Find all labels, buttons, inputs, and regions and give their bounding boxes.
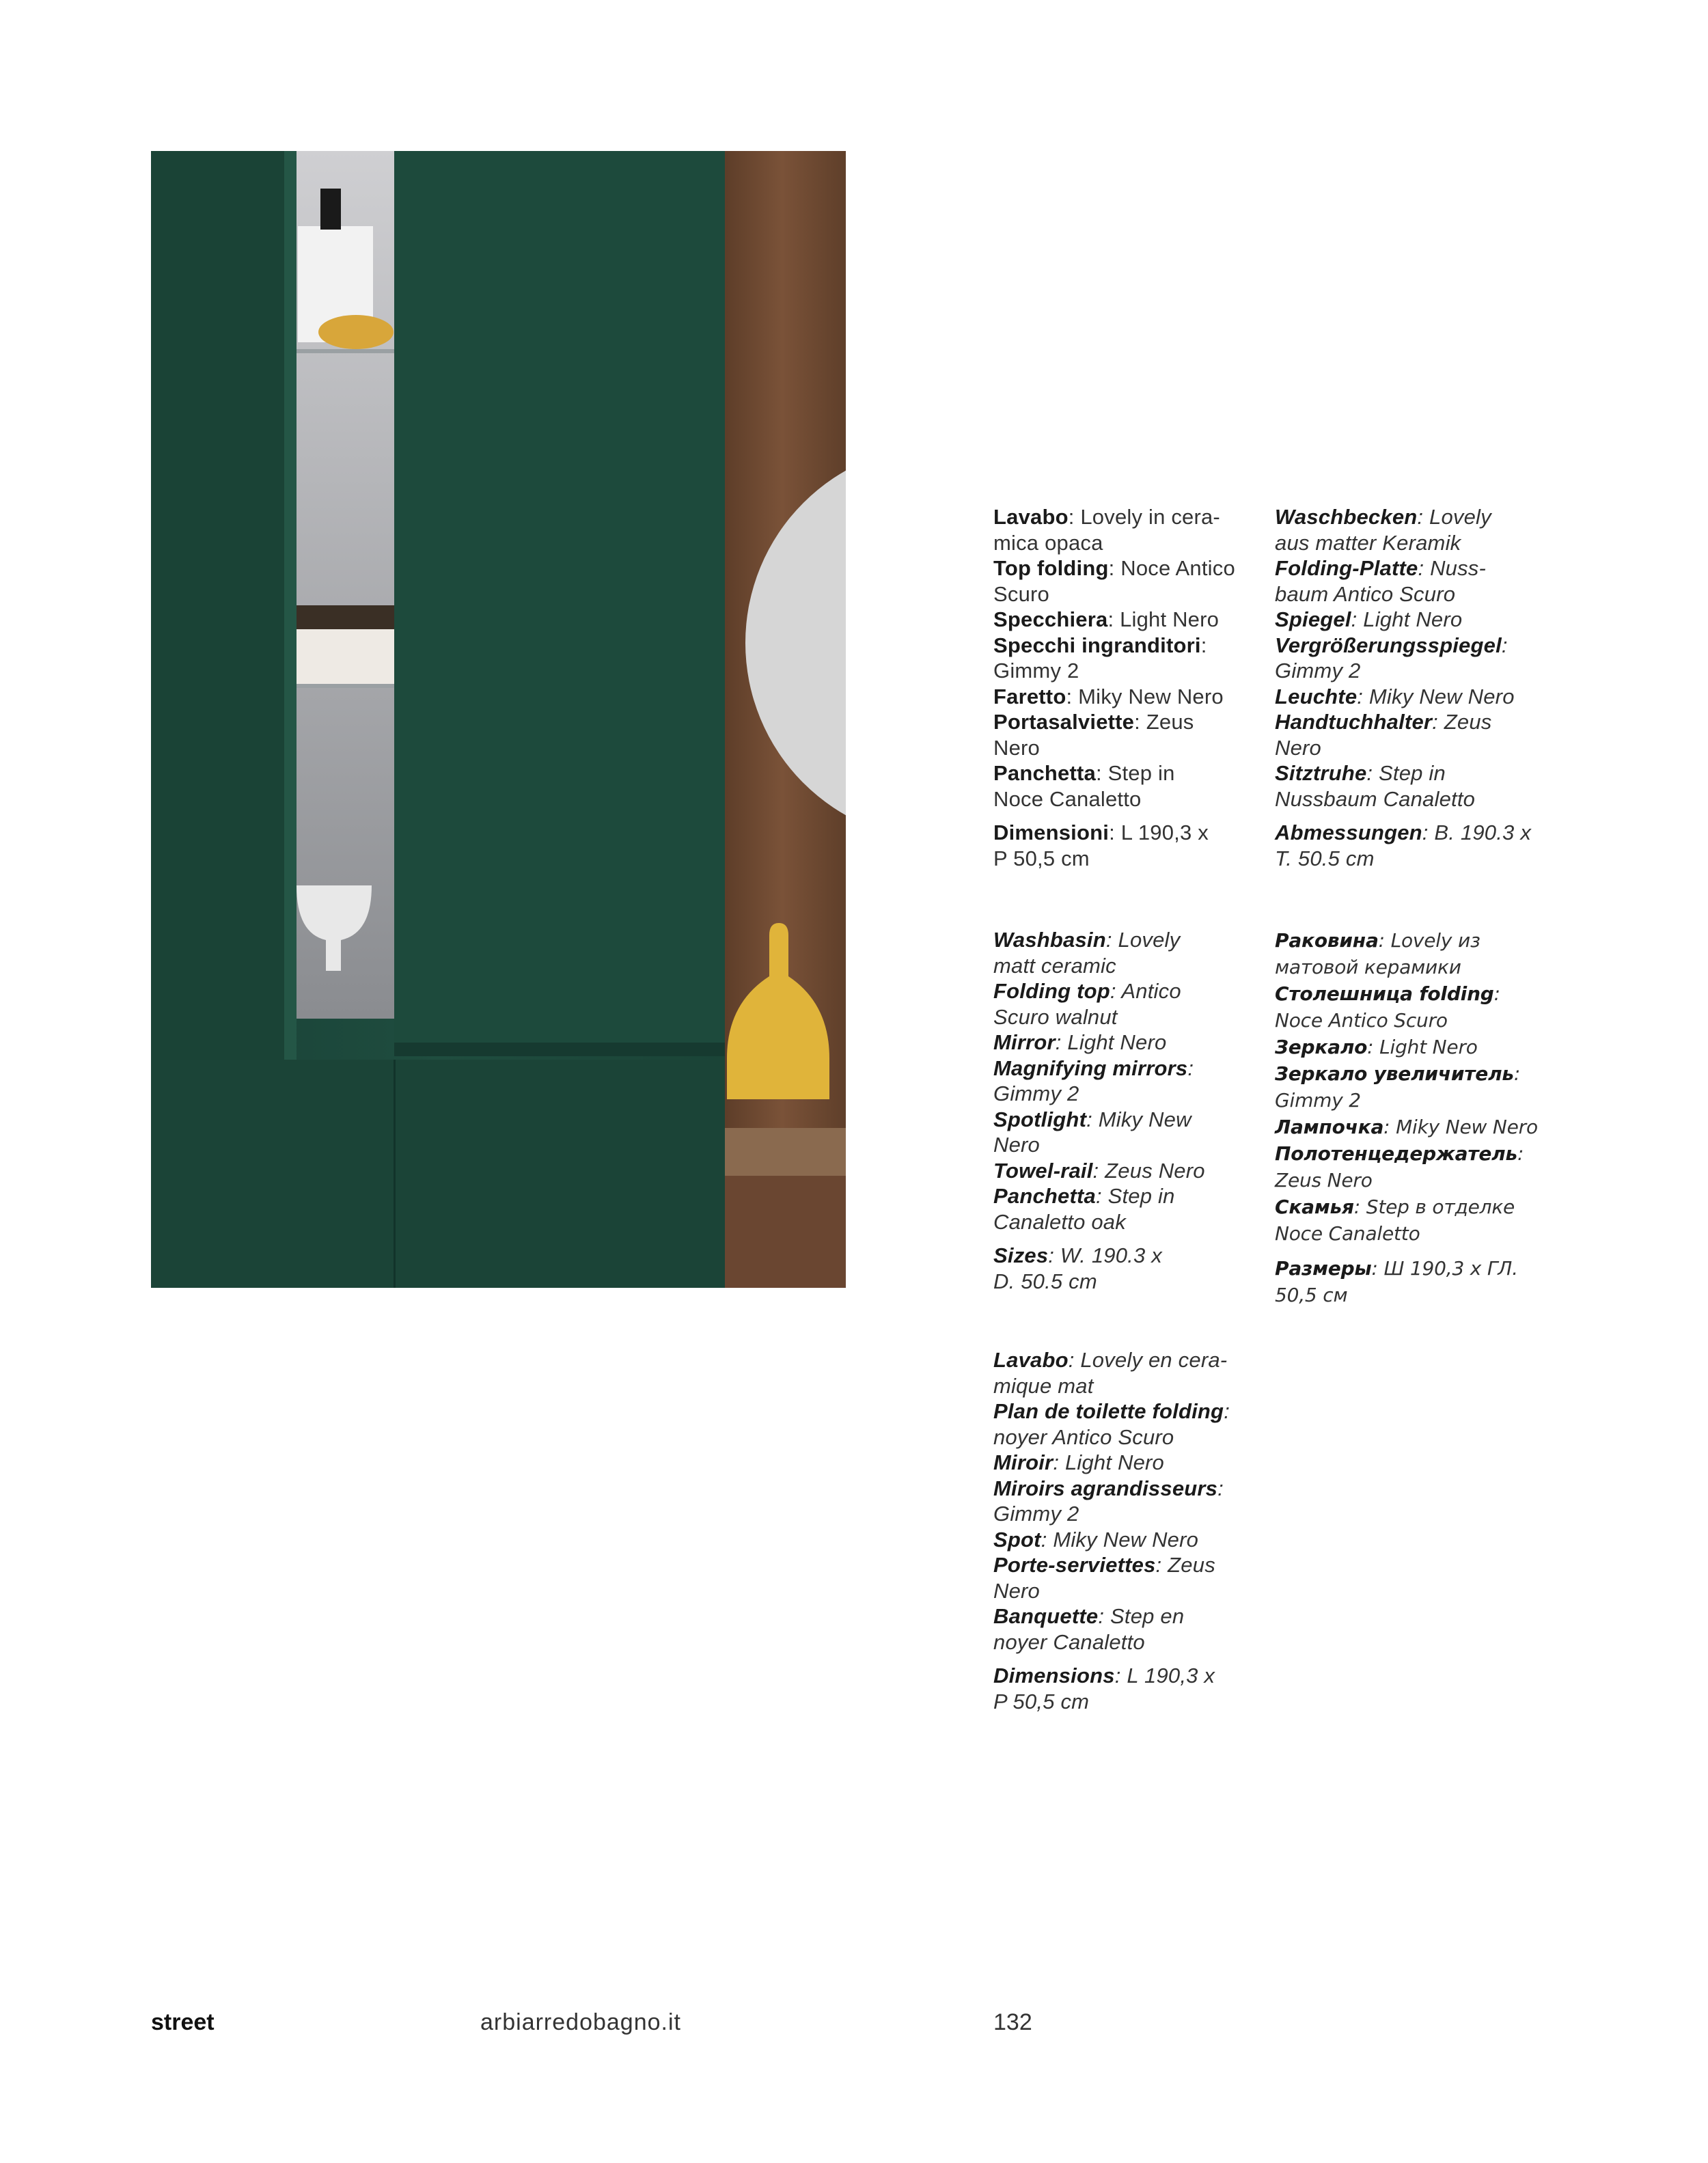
spec-value: : Step в отделке — [1353, 1196, 1515, 1218]
spec-value: Scuro walnut — [993, 1004, 1118, 1029]
spec-key: Lavabo — [993, 1348, 1069, 1372]
spec-value: Noce Antico Scuro — [1275, 1009, 1448, 1032]
spec-key: Раковина — [1275, 929, 1379, 952]
spec-key: Porte-serviettes — [993, 1553, 1156, 1577]
spec-value: : Miky New — [1086, 1107, 1192, 1131]
spec-value: : Lovely in cera- — [1068, 505, 1220, 529]
spec-value: : Zeus — [1134, 710, 1194, 734]
spec-value: : — [1513, 1062, 1521, 1085]
spec-key: Folding-Platte — [1275, 556, 1418, 580]
product-photo — [151, 151, 846, 1288]
spec-value: noyer Canaletto — [993, 1629, 1145, 1654]
spec-english — [993, 927, 1267, 1294]
spec-key: Leuchte — [1275, 684, 1358, 708]
spec-key: Specchiera — [993, 607, 1108, 631]
spec-value: : Lovely — [1417, 505, 1491, 529]
collection-name: street — [151, 2009, 215, 2035]
spec-key: Top folding — [993, 556, 1109, 580]
spec-key: Miroirs agrandisseurs — [993, 1476, 1218, 1500]
spec-value: Gimmy 2 — [993, 1502, 1079, 1526]
spec-key: Specchi ingranditori — [993, 633, 1201, 657]
spec-value: baum Antico Scuro — [1275, 581, 1456, 606]
spec-key: Зеркало — [1275, 1036, 1368, 1058]
spec-key: Handtuchhalter — [1275, 710, 1433, 734]
spec-key: Portasalviette — [993, 710, 1135, 734]
spec-value: Nero — [993, 735, 1040, 760]
spec-value: : L 190,3 x — [1109, 821, 1209, 844]
spec-value: : W. 190.3 x — [1048, 1243, 1162, 1267]
spec-value: mique mat — [993, 1373, 1094, 1398]
spec-value: Canaletto oak — [993, 1209, 1126, 1234]
spec-value: 50,5 см — [1275, 1284, 1348, 1306]
spec-value: : Noce Antico — [1108, 556, 1235, 580]
spec-value: : — [1501, 633, 1508, 657]
spec-value: Zeus Nero — [1275, 1169, 1373, 1191]
spec-value: : B. 190.3 x — [1422, 821, 1532, 844]
spec-value: : Ш 190,3 х ГЛ. — [1371, 1257, 1518, 1280]
spec-value: aus matter Keramik — [1275, 530, 1461, 555]
spec-value: Gimmy 2 — [993, 659, 1079, 683]
spec-key: Mirror — [993, 1030, 1056, 1054]
spec-key: Столешница folding — [1275, 982, 1494, 1005]
spec-value: : Light Nero — [1367, 1036, 1478, 1058]
spec-key: Washbasin — [993, 928, 1106, 952]
spec-key: Abmessungen — [1275, 821, 1422, 844]
spec-key: Miroir — [993, 1450, 1053, 1474]
spec-german — [1275, 504, 1548, 871]
spec-value: noyer Antico Scuro — [993, 1424, 1174, 1449]
spec-value: Noce Canaletto — [1275, 1222, 1420, 1245]
spec-key: Зеркало увеличитель — [1275, 1062, 1514, 1085]
spec-key: Sitztruhe — [1275, 761, 1367, 785]
spec-value: : Zeus Nero — [1092, 1158, 1205, 1183]
spec-value: T. 50.5 cm — [1275, 846, 1375, 870]
spec-value: : Lovely en cera- — [1068, 1348, 1228, 1372]
spec-value: : Light Nero — [1107, 607, 1220, 631]
spec-value: Nero — [993, 1133, 1040, 1157]
spec-value: : Step en — [1098, 1604, 1185, 1628]
spec-value: : Step in — [1095, 761, 1175, 785]
spec-value: : Miky New Nero — [1357, 684, 1515, 708]
spec-value: : Zeus — [1155, 1553, 1215, 1577]
spec-key: Folding top — [993, 979, 1110, 1003]
spec-value: : L 190,3 x — [1114, 1664, 1215, 1687]
spec-french — [993, 1347, 1267, 1714]
spec-value: matt ceramic — [993, 953, 1116, 978]
spec-value: : Zeus — [1432, 710, 1492, 734]
spec-key: Spotlight — [993, 1107, 1087, 1131]
spec-value: : — [1200, 633, 1207, 657]
spec-value: Gimmy 2 — [1275, 659, 1361, 683]
spec-key: Dimensions — [993, 1664, 1115, 1687]
spec-value: P 50,5 cm — [993, 846, 1090, 870]
spec-value: : Lovely из — [1378, 929, 1480, 952]
spec-italian — [993, 504, 1267, 871]
spec-key: Towel-rail — [993, 1158, 1093, 1183]
page-number: 132 — [993, 2009, 1032, 2035]
spec-key: Panchetta — [993, 1184, 1096, 1208]
spec-value: Nussbaum Canaletto — [1275, 786, 1476, 811]
spec-value: матовой керамики — [1275, 956, 1461, 978]
spec-key: Spiegel — [1275, 607, 1351, 631]
spec-key: Lavabo — [993, 505, 1069, 529]
spec-value: : — [1187, 1056, 1194, 1080]
spec-value: : Nuss- — [1418, 556, 1487, 580]
spec-key: Magnifying mirrors — [993, 1056, 1188, 1080]
spec-russian — [1275, 927, 1548, 1308]
spec-key: Banquette — [993, 1604, 1099, 1628]
spec-value: : — [1217, 1476, 1224, 1500]
spec-value: : Light Nero — [1055, 1030, 1167, 1054]
spec-key: Sizes — [993, 1243, 1049, 1267]
spec-value: : — [1517, 1142, 1524, 1165]
spec-value: : Miky New Nero — [1041, 1527, 1199, 1552]
spec-value: Nero — [993, 1578, 1040, 1603]
spec-key: Vergrößerungsspiegel — [1275, 633, 1502, 657]
spec-value: : — [1224, 1399, 1230, 1423]
spec-key: Полотенцедержатель — [1275, 1142, 1517, 1165]
spec-key: Panchetta — [993, 761, 1096, 785]
spec-value: mica opaca — [993, 530, 1103, 555]
spec-key: Размеры — [1275, 1257, 1372, 1280]
spec-key: Faretto — [993, 684, 1066, 708]
spec-value: : — [1493, 982, 1500, 1005]
spec-value: : Step in — [1366, 761, 1446, 785]
bathroom-photo-icon — [151, 151, 846, 1288]
spec-value: : Step in — [1095, 1184, 1175, 1208]
spec-value: Noce Canaletto — [993, 786, 1142, 811]
spec-value: Nero — [1275, 735, 1321, 760]
spec-value: : Miky New Nero — [1066, 684, 1224, 708]
spec-value: Gimmy 2 — [993, 1082, 1079, 1105]
website-link[interactable]: arbiarredobagno.it — [480, 2009, 681, 2035]
spec-value: P 50,5 cm — [993, 1689, 1090, 1713]
spec-value: : Miky New Nero — [1383, 1116, 1538, 1138]
spec-value: : Antico — [1110, 979, 1181, 1003]
spec-value: : Lovely — [1105, 928, 1181, 952]
spec-key: Скамья — [1275, 1196, 1354, 1218]
spec-key: Plan de toilette folding — [993, 1399, 1224, 1423]
spec-value: D. 50.5 cm — [993, 1269, 1097, 1293]
spec-value: : Light Nero — [1351, 607, 1463, 631]
spec-value: Scuro — [993, 581, 1049, 606]
spec-key: Spot — [993, 1527, 1041, 1552]
spec-key: Waschbecken — [1275, 505, 1418, 529]
spec-value: : Light Nero — [1053, 1450, 1164, 1474]
spec-value: Gimmy 2 — [1275, 1089, 1361, 1112]
spec-key: Лампочка — [1275, 1116, 1384, 1138]
spec-key: Dimensioni — [993, 821, 1110, 844]
